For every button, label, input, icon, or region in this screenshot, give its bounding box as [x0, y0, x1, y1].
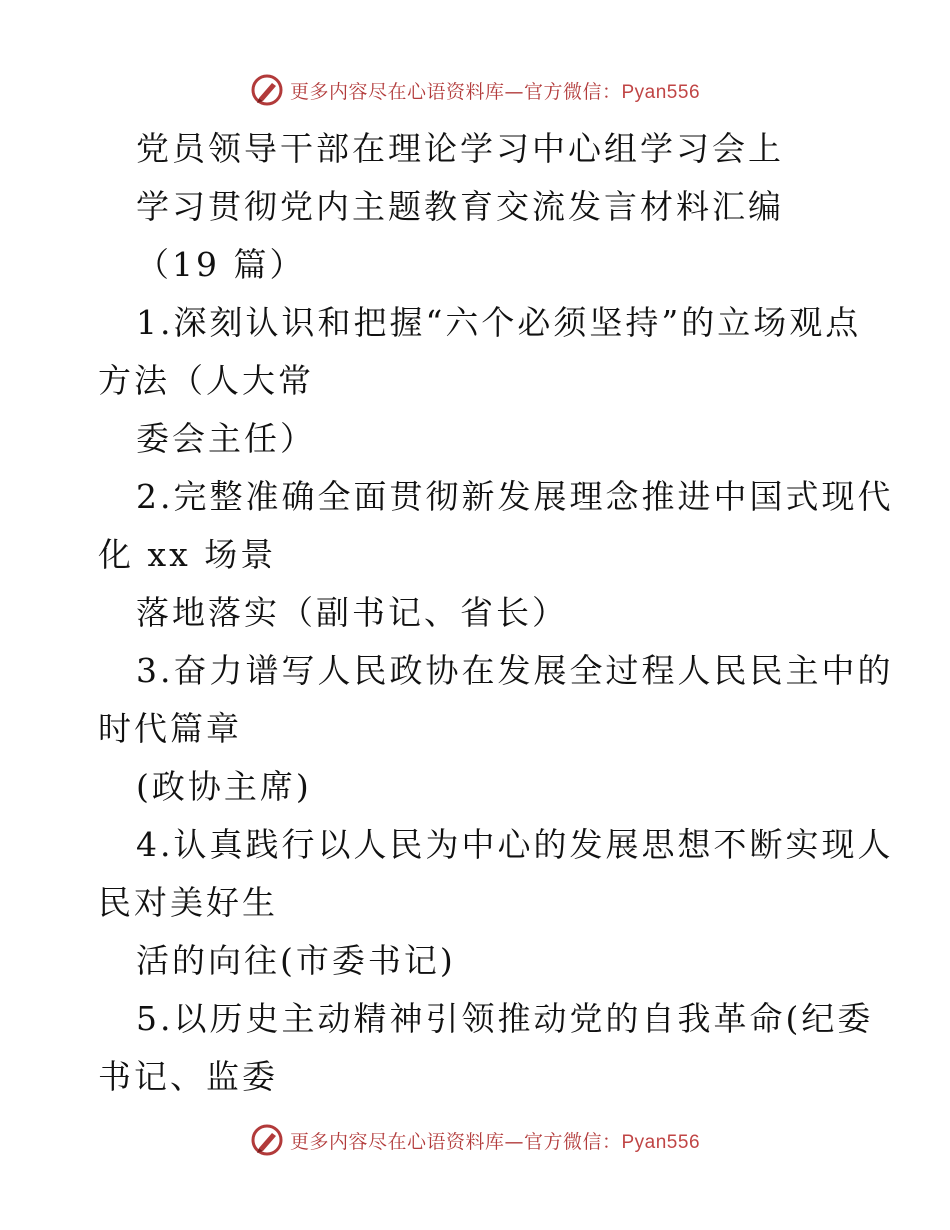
- watermark-text: 更多内容尽在心语资料库—官方微信：Pyan556: [289, 1130, 701, 1153]
- list-item-2-line-2: 化 xx 场景: [98, 535, 277, 574]
- document-count: （19 篇）: [136, 245, 306, 284]
- footer-watermark: [0, 1120, 950, 1160]
- list-item-1-line-1: 1.深刻认识和把握“六个必须坚持”的立场观点: [136, 303, 862, 342]
- list-item-4-line-3: 活的向往(市委书记): [136, 941, 456, 980]
- list-item-2-line-1: 2.完整准确全面贯彻新发展理念推进中国式现代: [136, 477, 894, 516]
- document-body: [98, 120, 894, 1106]
- watermark-text: 更多内容尽在心语资料库—官方微信：Pyan556: [289, 80, 701, 103]
- pen-logo-icon: [250, 1123, 284, 1157]
- wechat-id: Pyan556: [621, 1131, 701, 1153]
- list-item-3-line-2: 时代篇章: [98, 709, 242, 748]
- document-title-line-2: 学习贯彻党内主题教育交流发言材料汇编: [136, 187, 784, 226]
- list-item-2-line-3: 落地落实（副书记、省长）: [136, 593, 568, 632]
- document-title-line-1: 党员领导干部在理论学习中心组学习会上: [136, 129, 784, 168]
- header-watermark: [0, 70, 950, 110]
- pen-logo-icon: [250, 73, 284, 107]
- list-item-1-line-3: 委会主任）: [136, 419, 316, 458]
- list-item-3-line-3: (政协主席): [136, 767, 312, 806]
- list-item-3-line-1: 3.奋力谱写人民政协在发展全过程人民民主中的: [136, 651, 894, 690]
- list-item-4-line-1: 4.认真践行以人民为中心的发展思想不断实现人: [136, 825, 894, 864]
- list-item-5-line-1: 5.以历史主动精神引领推动党的自我革命(纪委: [136, 999, 874, 1038]
- list-item-5-line-2: 书记、监委: [98, 1057, 278, 1096]
- wechat-id: Pyan556: [621, 81, 701, 103]
- list-item-1-line-2: 方法（人大常: [98, 361, 314, 400]
- list-item-4-line-2: 民对美好生: [98, 883, 278, 922]
